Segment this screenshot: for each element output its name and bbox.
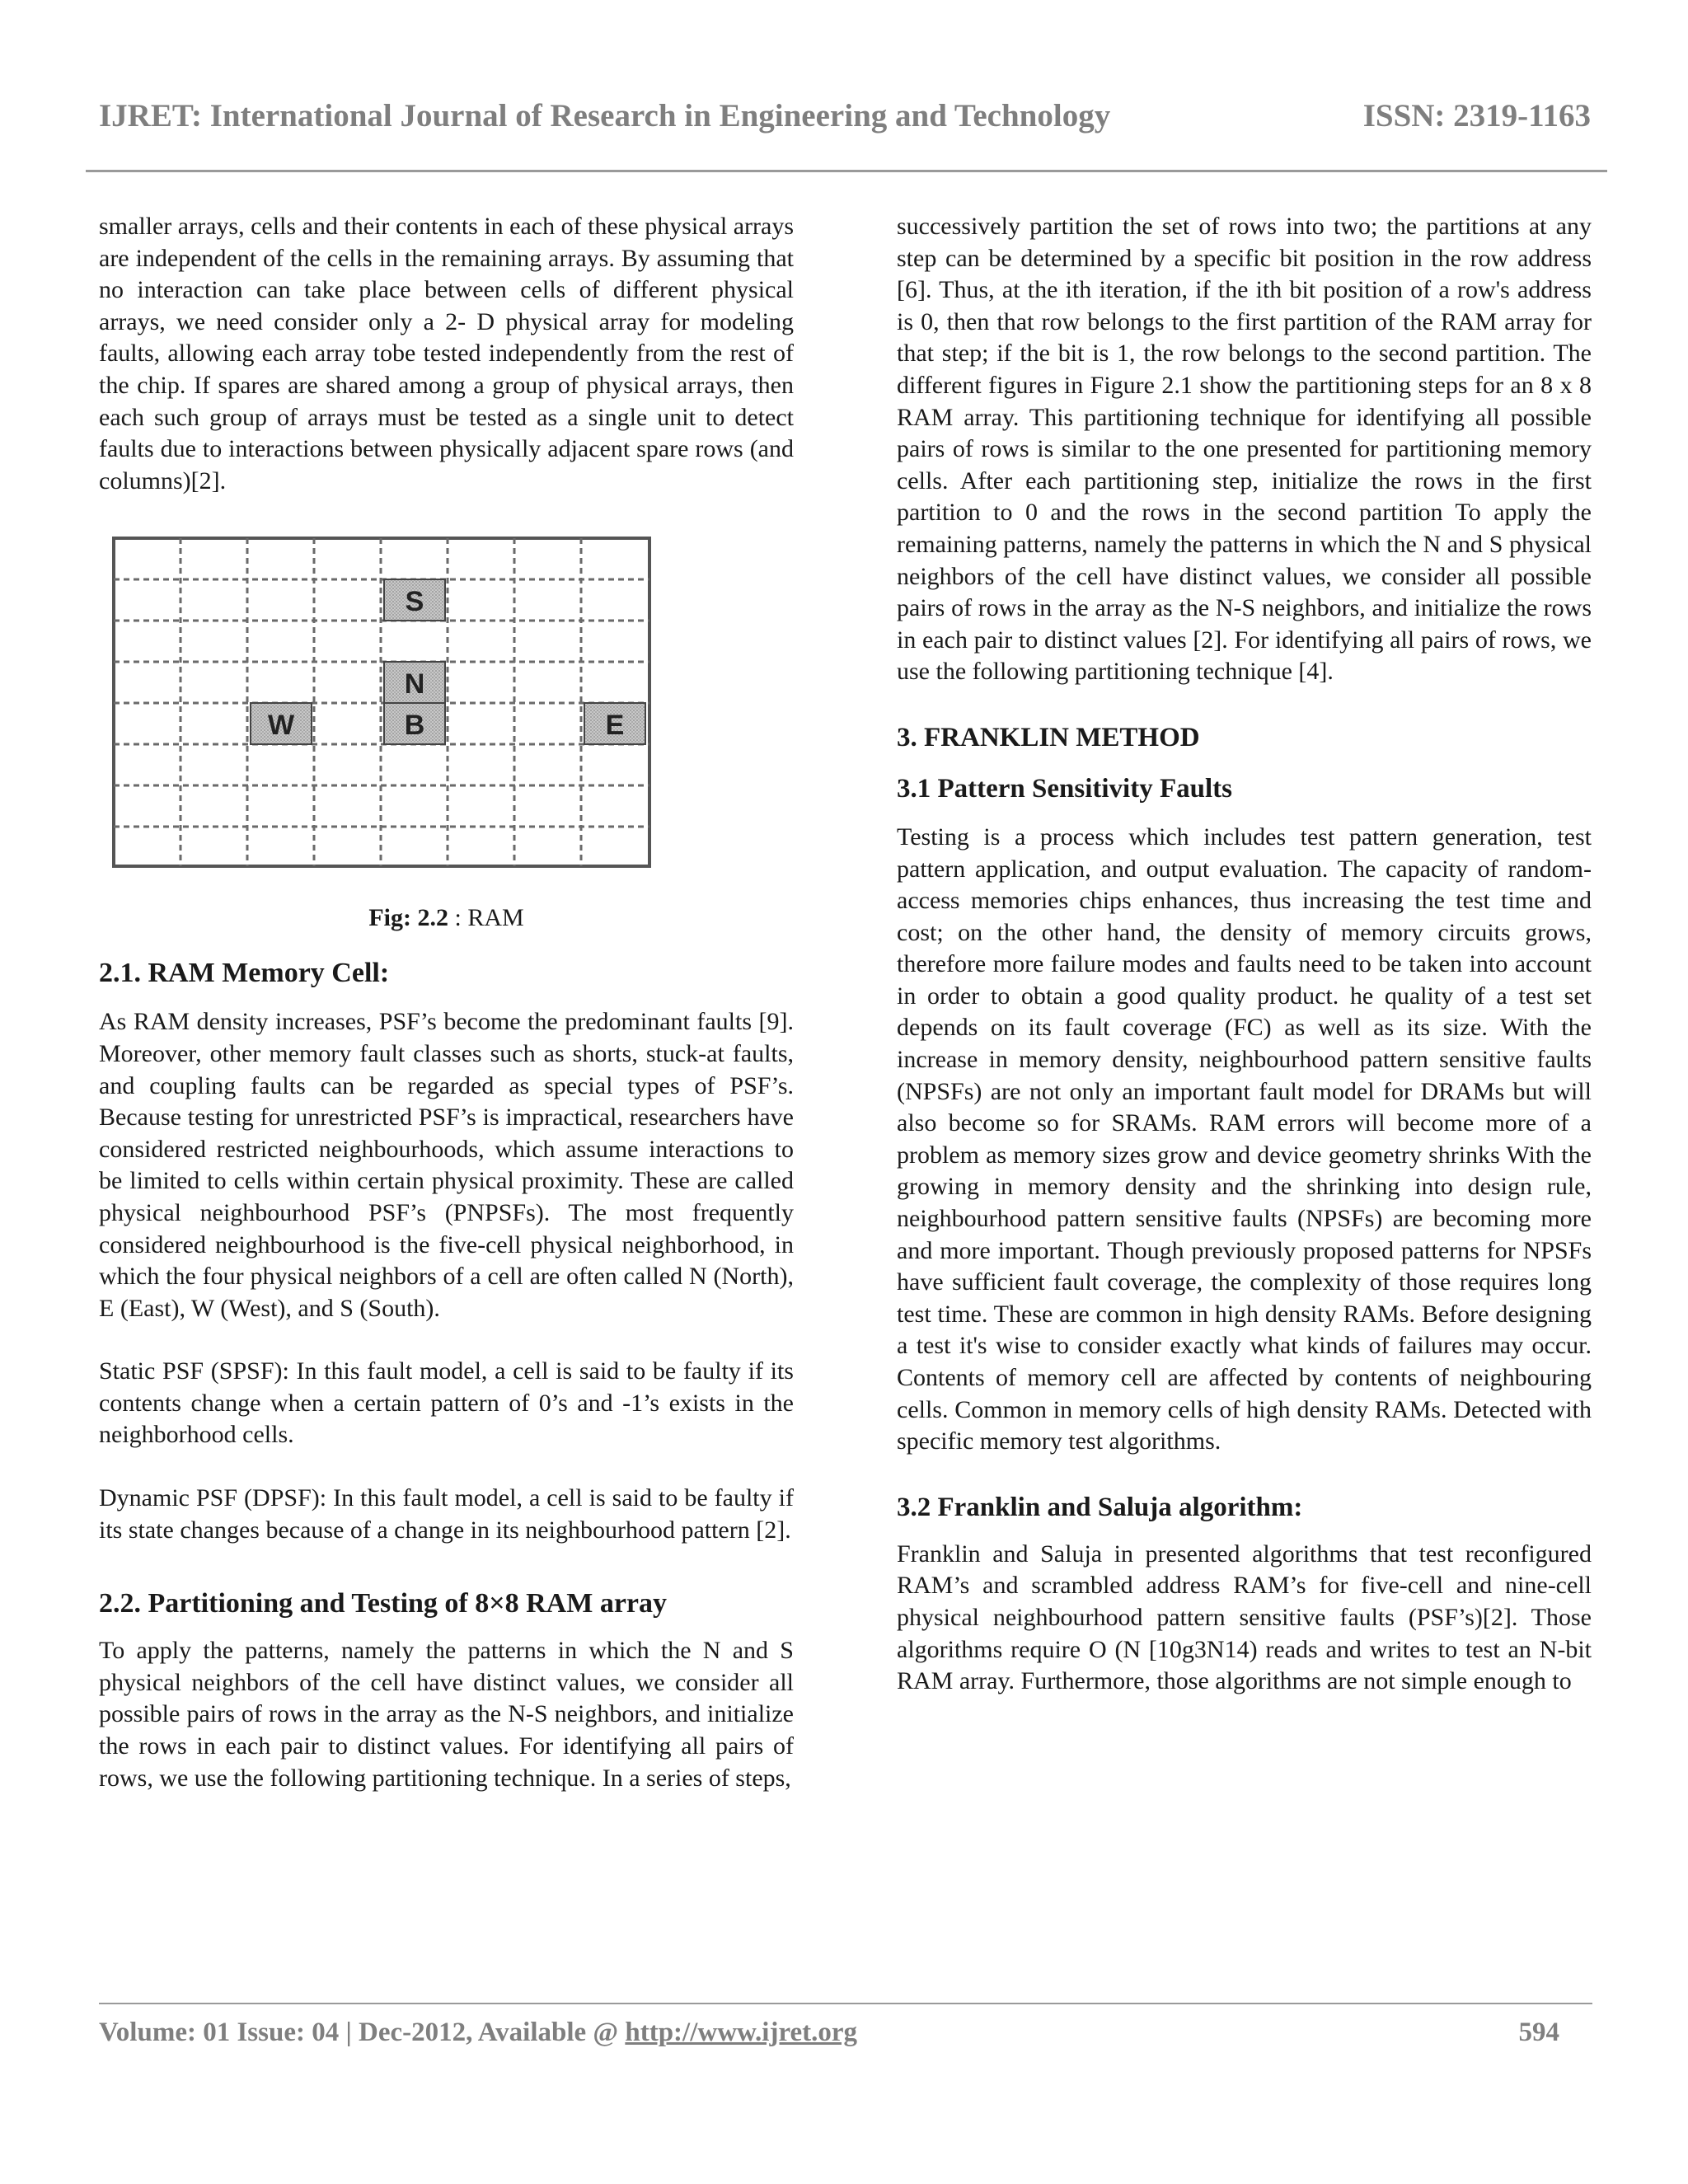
footer-volume [99, 2018, 857, 2048]
left-paragraph-1: smaller arrays, cells and their contents in each of these physical arrays are independent of the cells in the remaining arrays. By assuming that no interaction can take place between cells of different physical arrays, we need consider only a 2- D physical array for modeling faults, allowing each array tobe tested independently from the rest of the chip. If spares are shared among a group of physical arrays, then each such group of arrays must be tested as a single unit to detect faults due to interactions between physically adjacent spare rows (and columns)[2]. [99, 213, 795, 494]
left-paragraph-4: Dynamic PSF (DPSF): In this fault model, a cell is said to be faulty if its state changes because of a change in its neighbourhood pattern [2]. [99, 1484, 794, 1544]
cell-w-label: W [267, 710, 295, 742]
right-column [897, 211, 1592, 1698]
figure-caption [99, 902, 794, 934]
footer-url-link[interactable]: http://www.ijret.org [625, 2018, 858, 2047]
right-paragraph-3: Franklin and Saluja in presented algorithms that test reconfigured RAM’s and scrambled address RAM’s for five-cell and nine-cell physical neighbourhood pattern sensitive faults (PSF’s)[2]. Those algorithms require O (N [10g3N14) reads and writes to test an N-bit RAM array. Furthermore, those algorithms are not simple enough to [897, 1540, 1592, 1695]
heading-3-1: 3.1 Pattern Sensitivity Faults [897, 773, 1232, 804]
ram-grid-svg [106, 532, 658, 869]
footer-rule [99, 2003, 1592, 2004]
page-footer [99, 2018, 1592, 2059]
right-paragraph-1: successively partition the set of rows into two; the partitions at any step can be determined by a specific bit position in the row address [6]. Thus, at the ith iteration, if the ith bit position of a row's address is 0, then that row belongs to the first partition of the RAM array for that step; if the bit is 1, the row belongs to the second partition. The different figures in Figure 2.1 show the partitioning steps for an 8 x 8 RAM array. This partitioning technique for identifying all possible pairs of rows is similar to the one presented for partitioning memory cells. After each partitioning step, initialize the rows in the first partition to 0 and the rows in the second partition To apply the remaining patterns, namely the patterns in which the N and S physical neighbors of the cell have distinct values, we consider all possible pairs of rows in the array as the N-S neighbors, and initialize the rows in each pair to distinct values [2]. For identifying all pairs of rows, we use the following partitioning technique [4]. [897, 213, 1592, 686]
cell-w [251, 703, 312, 744]
header-rule [86, 170, 1607, 172]
left-paragraph-3: Static PSF (SPSF): In this fault model, a cell is said to be faulty if its contents change when a certain pattern of 0’s and -1’s exists in the neighborhood cells. [99, 1357, 794, 1449]
cell-e [584, 703, 645, 744]
ram-figure [106, 532, 658, 869]
cell-e-label: E [605, 710, 625, 742]
caption-text: : RAM [448, 904, 524, 932]
journal-title: IJRET: International Journal of Research in Engineering and Technology [99, 98, 1111, 134]
issn: ISSN: 2319-1163 [1362, 98, 1591, 134]
left-paragraph-2: As RAM density increases, PSF’s become the predominant faults [9]. Moreover, other memory fault classes such as shorts, stuck-at faults, and coupling faults can be regarded as special types of PSF’s. Because testing for unrestricted PSF’s is impractical, researchers have considered restricted neighbourhoods, which assume interactions to be limited to cells within certain physical proximity. These are called physical neighbourhood PSF’s (PNPSFs). The most frequently considered neighbourhood is the five-cell physical neighborhood, in which the four physical neighbors of a cell are often called N (North), E (East), W (West), and S (South). [99, 1008, 794, 1322]
right-paragraph-2: Testing is a process which includes test pattern generation, test pattern application, and output evaluation. The capacity of random-access memories chips enhances, thus increasing the test time and cost; on the other hand, the density of memory circuits grows, therefore more failure modes and faults need to be taken into account in order to obtain a good quality product. he quality of a test set depends on its fault coverage (FC) as well as its size. With the increase in memory density, neighbourhood pattern sensitive faults (NPSFs) are not only an important fault model for DRAMs but will also become so for SRAMs. RAM errors will become more of a problem as memory sizes grow and device geometry shrinks With the growing in memory density and the shrinking into design rule, neighbourhood pattern sensitive faults (NPSFs) are becoming more and more important. Though previously proposed patterns for NPSFs have sufficient fault coverage, the complexity of those requires long test time. These are common in high density RAMs. Before designing a test it's wise to consider exactly what kinds of failures may occur. Contents of memory cell are affected by contents of neighbouring cells. Common in memory cells of high density RAMs. Detected with specific memory test algorithms. [897, 823, 1592, 1455]
heading-2-2: 2.2. Partitioning and Testing of 8×8 RAM array [99, 1588, 667, 1619]
page-number: 594 [1518, 2018, 1559, 2047]
page-header [91, 97, 1591, 147]
cell-b-label: B [404, 710, 425, 742]
caption-label: Fig: 2.2 [368, 904, 448, 932]
cell-n-label: N [404, 668, 425, 701]
cell-b [384, 703, 445, 744]
left-paragraph-5: To apply the patterns, namely the patterns in which the N and S physical neighbors of the cell have distinct values, we consider all possible pairs of rows in the array as the N-S neighbors, and initialize the rows in each pair to distinct values. For identifying all pairs of rows, we use the following partitioning technique. In a series of steps, [99, 1637, 794, 1792]
cell-s [384, 579, 445, 621]
footer-volume-text: Volume: 01 Issue: 04 | Dec-2012, Available @ [99, 2018, 626, 2047]
heading-3: 3. FRANKLIN METHOD [897, 722, 1200, 752]
left-column [99, 211, 794, 1794]
heading-2-1: 2.1. RAM Memory Cell: [99, 958, 390, 989]
cell-n [384, 662, 445, 703]
cell-s-label: S [405, 586, 424, 618]
heading-3-2: 3.2 Franklin and Saluja algorithm: [897, 1492, 1303, 1522]
